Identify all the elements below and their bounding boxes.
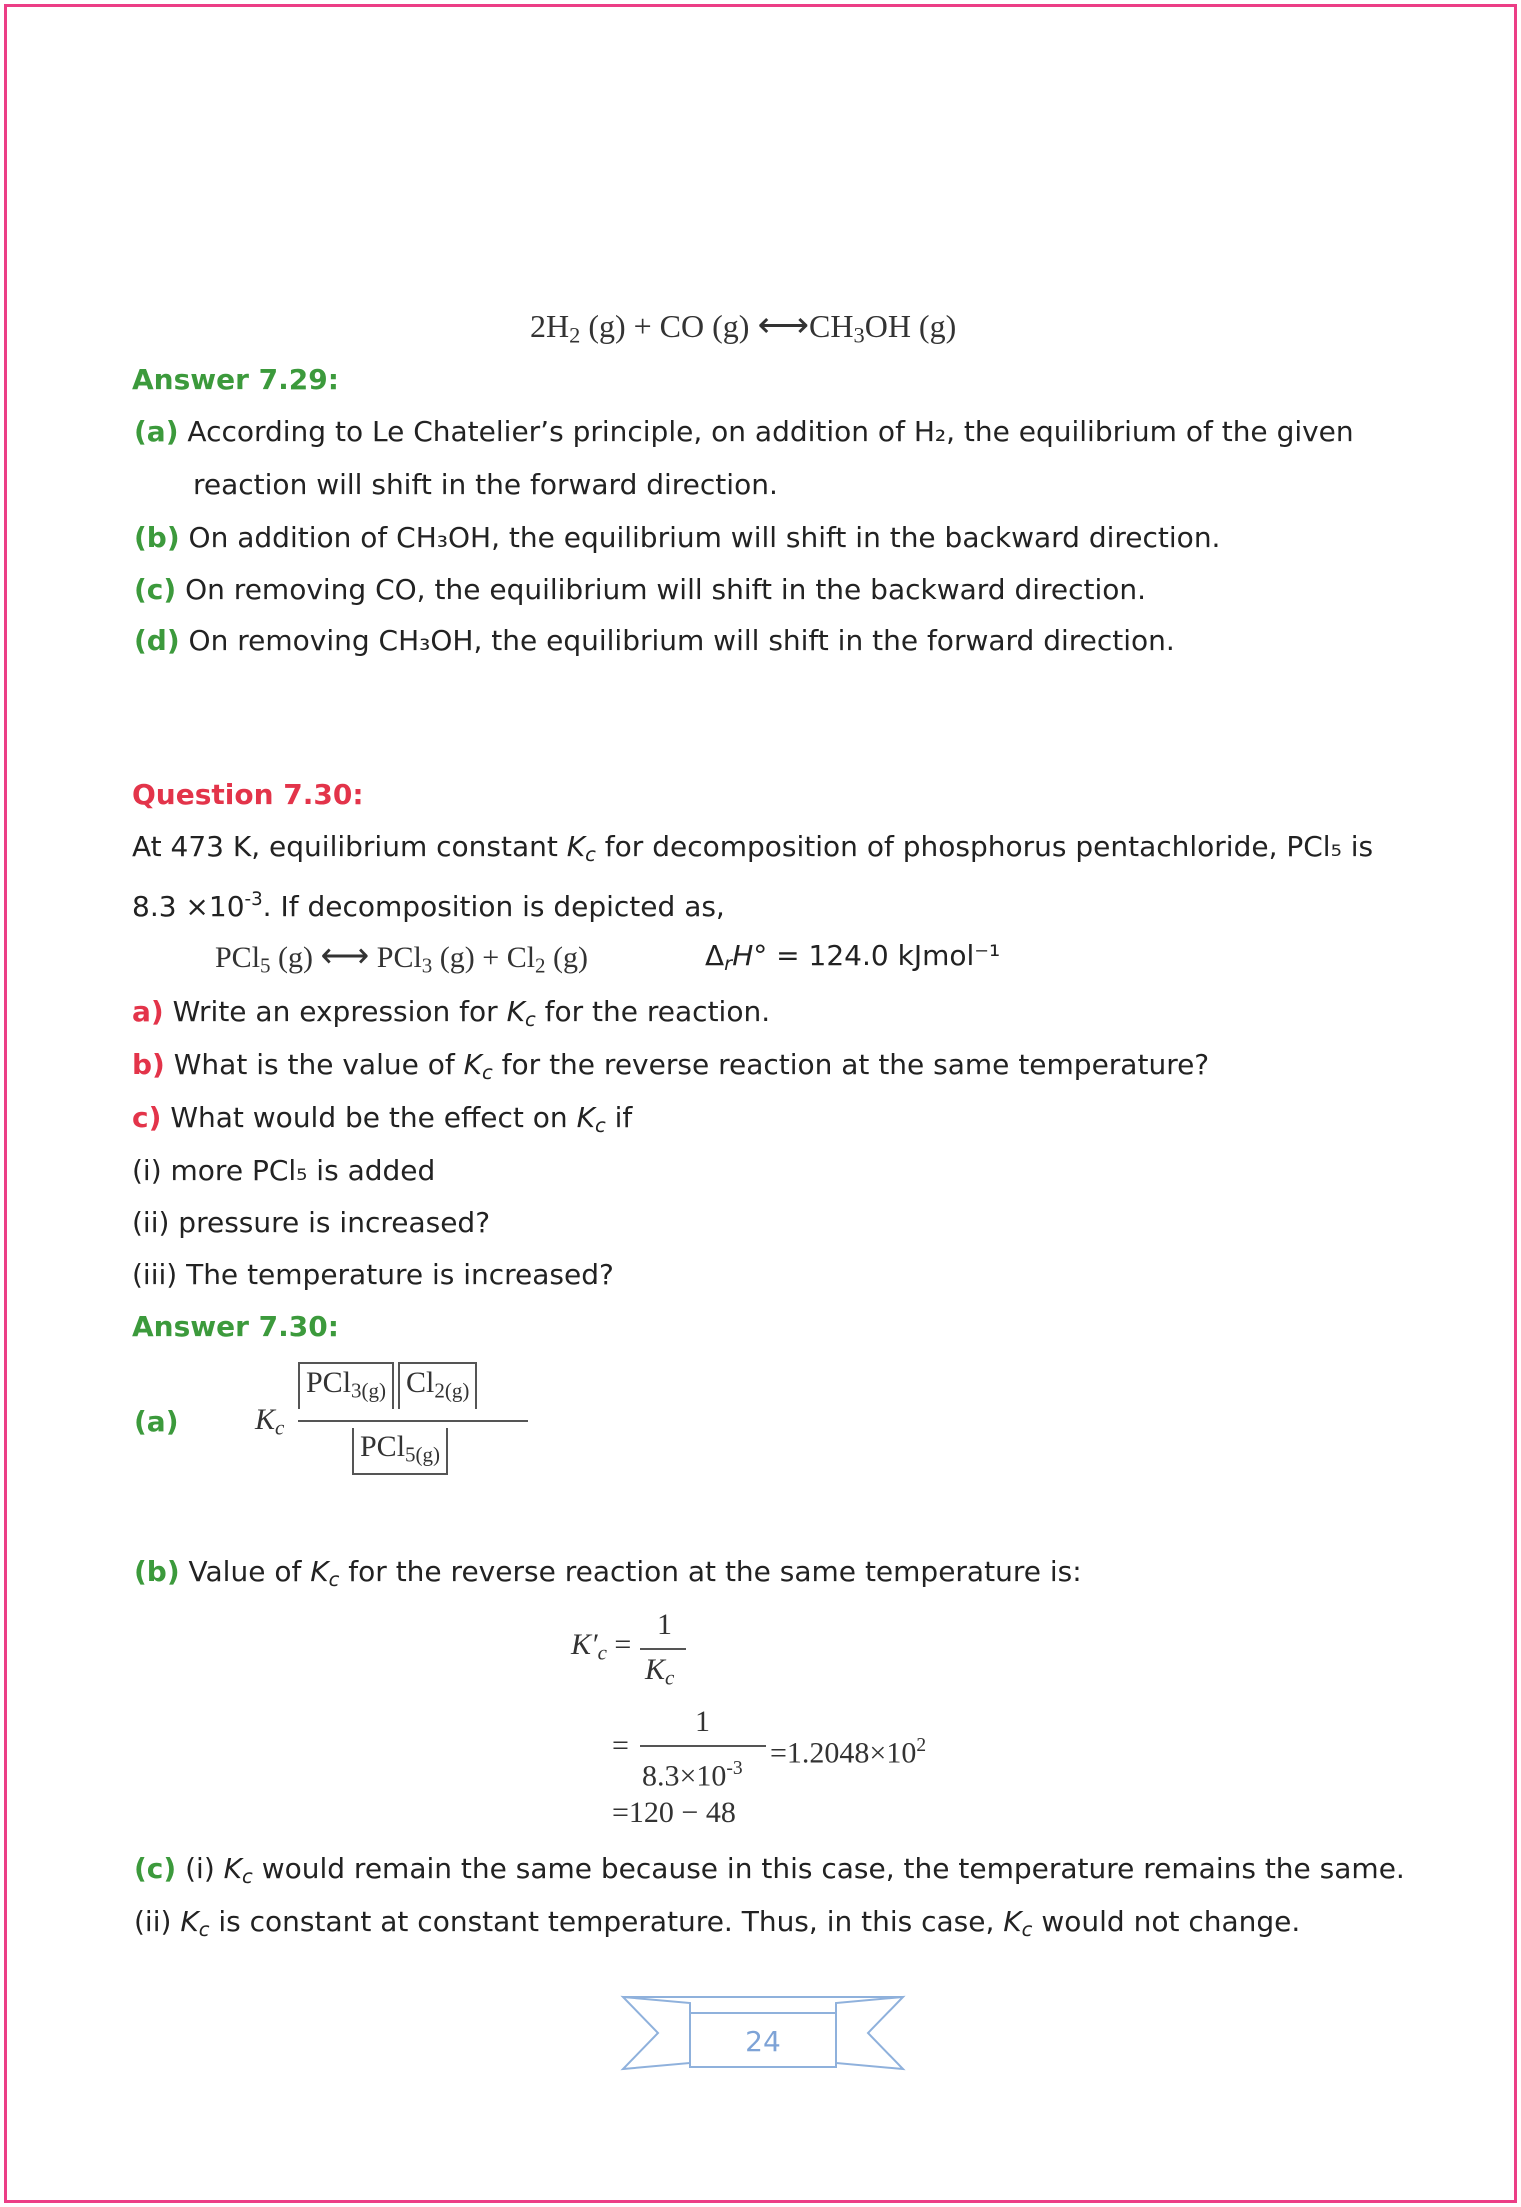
answer-7-29-d: (d) On removing CH₃OH, the equilibrium will shift in the forward direction. [134,624,1175,657]
kc-prime-numerator: 1 [657,1608,672,1641]
numerator-one: 1 [695,1705,710,1738]
answer-7-30-b: (b) Value of $K_c$ for the reverse reaction at the same temperature is: [134,1555,1082,1591]
answer-7-30-c-ii: (ii) $K_c$ is constant at constant temperature. Thus, in this case, $K_c$ would not change. [134,1905,1301,1941]
answer-7-30-c-i: (c) (i) $K_c$ would remain the same because in this case, the temperature remains the same. [134,1852,1405,1888]
kc-prime: $K'_c$ = [571,1628,632,1665]
question-7-30-heading: Question 7.30: [132,778,364,811]
fraction-bar-2 [640,1745,766,1747]
answer-7-30-heading: Answer 7.30: [132,1310,339,1343]
kc-prime-denominator: $K_c$ [645,1653,675,1690]
equation-top: $2H_2$ (g) + CO (g) $⟷CH_3OH$ (g) [530,305,957,348]
answer-7-30-a-label: (a) [134,1405,179,1438]
kc-fraction-bar [298,1420,528,1422]
answer-7-29-c: (c) On removing CO, the equilibrium will shift in the backward direction. [134,573,1147,606]
question-7-30-equation: PCl$_5$ (g) ⟷ PCl$_3$ $(g) + Cl_2$ (g) [215,938,589,978]
kc-prime-fraction-bar [640,1648,686,1650]
question-7-30-c-iii: (iii) The temperature is increased? [132,1258,614,1291]
page-number: 24 [745,2025,781,2058]
kc-denominator: PCl$_{5(g)}$ [352,1428,448,1475]
question-7-30-a: a) Write an expression for $K_c$ for the reaction. [132,995,771,1031]
question-7-30-line1: At 473 K, equilibrium constant $K_c$ for decomposition of phosphorus pentachloride, PCl₅ is [132,830,1374,866]
equals-sign-1: = [612,1729,629,1762]
kc-numerator: PCl$_{3(g)}$ $Cl_{2(g)}$ [298,1362,477,1409]
result-value-2: =120 − 48 [612,1796,736,1829]
question-7-30-c-ii: (ii) pressure is increased? [132,1206,491,1239]
result-value: $=1.2048\times 10^2$ [770,1735,927,1770]
answer-7-29-heading: Answer 7.29: [132,363,339,396]
answer-7-29-a-cont: reaction will shift in the forward direction. [193,468,778,501]
kc-symbol: $K_c$ [255,1403,285,1440]
question-7-30-b: b) What is the value of $K_c$ for the reverse reaction at the same temperature? [132,1048,1210,1084]
question-7-30-c-i: (i) more PCl₅ is added [132,1154,436,1187]
question-7-30-c: c) What would be the effect on $K_c$ if [132,1101,633,1137]
enthalpy-value: $\Delta_rH^\circ = 124.0$ kJmol⁻¹ [705,939,1001,975]
denominator-8-3: $8.3\times 10^{-3}$ [642,1758,743,1793]
answer-7-29-a: (a) According to Le Chatelier’s principle, on addition of H₂, the equilibrium of the given [134,415,1354,448]
question-7-30-line2: $8.3 \times 10^{-3}$. If decomposition is depicted as, [132,889,725,923]
answer-7-29-b: (b) On addition of CH₃OH, the equilibrium will shift in the backward direction. [134,521,1221,554]
